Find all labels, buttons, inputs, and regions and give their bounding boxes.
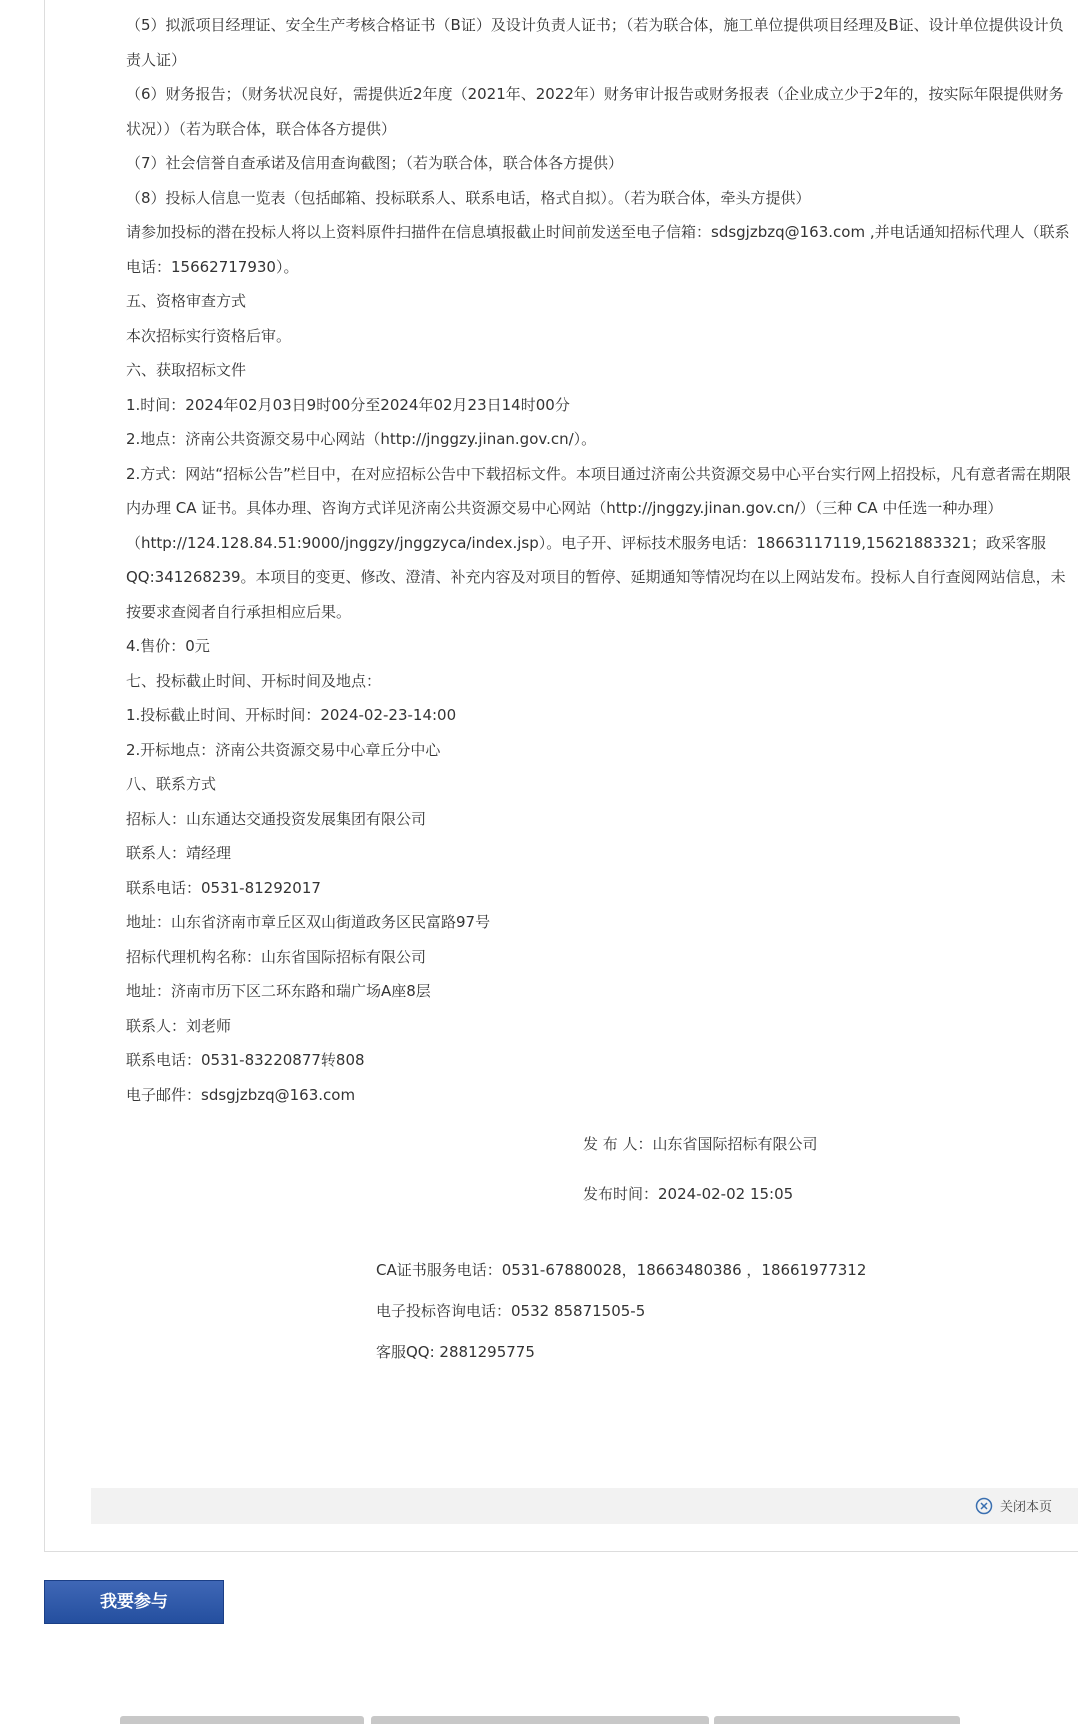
close-circle-icon (975, 1497, 993, 1515)
agency-address: 地址：济南市历下区二环东路和瑞广场A座8层 (126, 982, 431, 1000)
close-bar (91, 1488, 1078, 1524)
requirement-8: （8）投标人信息一览表（包括邮箱、投标联系人、联系电话，格式自拟）。（若为联合体，牵头方提供） (126, 188, 811, 207)
agency-phone: 联系电话：0531-83220877转808 (126, 1051, 365, 1069)
tenderer-contact: 联系人：靖经理 (126, 844, 232, 862)
frame-bottom-border (44, 1551, 1078, 1552)
requirement-5: （5）拟派项目经理证、安全生产考核合格证书（B证）及设计负责人证书；（若为联合体，施工单位提供项目经理及B证、设计单位提供设计负责人证） (126, 16, 1064, 69)
document-price: 4.售价：0元 (126, 637, 210, 655)
tenderer: 招标人：山东通达交通投资发展集团有限公司 (126, 809, 427, 828)
bid-deadline: 1.投标截止时间、开标时间：2024-02-23-14:00 (126, 706, 457, 724)
announcement-content (126, 8, 1072, 1112)
requirement-7: （7）社会信誉自查承诺及信用查询截图；（若为联合体，联合体各方提供） (126, 154, 624, 172)
ca-service-phone: CA证书服务电话：0531-67880028，18663480386 ，18661977312 (376, 1261, 867, 1279)
publish-time: 发布时间：2024-02-02 15:05 (583, 1185, 794, 1203)
section-heading-5: 五、资格审查方式 (126, 292, 247, 310)
bottom-nav-tab-1[interactable] (120, 1716, 364, 1724)
acquire-location: 2.地点：济南公共资源交易中心网站（http://jnggzy.jinan.gov.cn/）。 (126, 430, 597, 448)
acquire-time: 1.时间：2024年02月03日9时00分至2024年02月23日14时00分 (126, 395, 570, 414)
tenderer-address: 地址：山东省济南市章丘区双山街道政务区民富路97号 (126, 913, 491, 931)
qualification-review-text: 本次招标实行资格后审。 (126, 326, 292, 345)
bottom-nav-tab-2[interactable] (371, 1716, 709, 1724)
bottom-nav-tab-3[interactable] (714, 1716, 960, 1724)
agency-contact: 联系人：刘老师 (126, 1016, 232, 1035)
tenderer-phone: 联系电话：0531-81292017 (126, 878, 321, 897)
publisher-name: 发 布 人：山东省国际招标有限公司 (583, 1135, 818, 1153)
close-page-label: 关闭本页 (999, 1500, 1052, 1515)
join-button[interactable]: 我要参与 (44, 1580, 224, 1624)
acquire-method: 2.方式：网站“招标公告”栏目中，在对应招标公告中下载招标文件。本项目通过济南公共资源交易中心平台实行网上招投标，凡有意者需在期限内办理 CA 证书。具体办理、咨询方式详见济南公共资源交易中心网站（http://jnggzy.jinan.gov.cn/）（三种 CA 中任选一种办理）（http://124.128.84.51:9000/jnggzy/jnggzyca/index.jsp）。电子开、评标技术服务电话：18663117119,15621883321；政采客服 QQ:341268239。本项目的变更、修改、澄清、补充内容及对项目的暂停、延期通知等情况均在以上网站发布。投标人自行查阅网站信息，未按要求查阅者自行承担相应后果。 (126, 464, 1071, 621)
section-heading-7: 七、投标截止时间、开标时间及地点： (126, 671, 382, 690)
agency-name: 招标代理机构名称：山东省国际招标有限公司 (126, 947, 427, 966)
service-qq: 客服QQ: 2881295775 (376, 1343, 535, 1361)
requirement-6: （6）财务报告；（财务状况良好，需提供近2年度（2021年、2022年）财务审计报告或财务报表（企业成立少于2年的，按实际年限提供财务状况））（若为联合体，联合体各方提供） (126, 85, 1064, 138)
section-heading-8: 八、联系方式 (126, 775, 217, 793)
close-page-button[interactable] (975, 1496, 1052, 1515)
section-heading-6: 六、获取招标文件 (126, 361, 247, 379)
agency-email: 电子邮件：sdsgjzbzq@163.com (126, 1085, 356, 1104)
submission-instruction: 请参加投标的潜在投标人将以上资料原件扫描件在信息填报截止时间前发送至电子信箱：sdsgjzbzq@163.com ,并电话通知招标代理人（联系电话：15662717930）。 (126, 223, 1070, 276)
bid-consult-phone: 电子投标咨询电话：0532 85871505-5 (376, 1302, 646, 1320)
frame-left-border (44, 0, 45, 1552)
bid-opening-location: 2.开标地点：济南公共资源交易中心章丘分中心 (126, 740, 441, 759)
